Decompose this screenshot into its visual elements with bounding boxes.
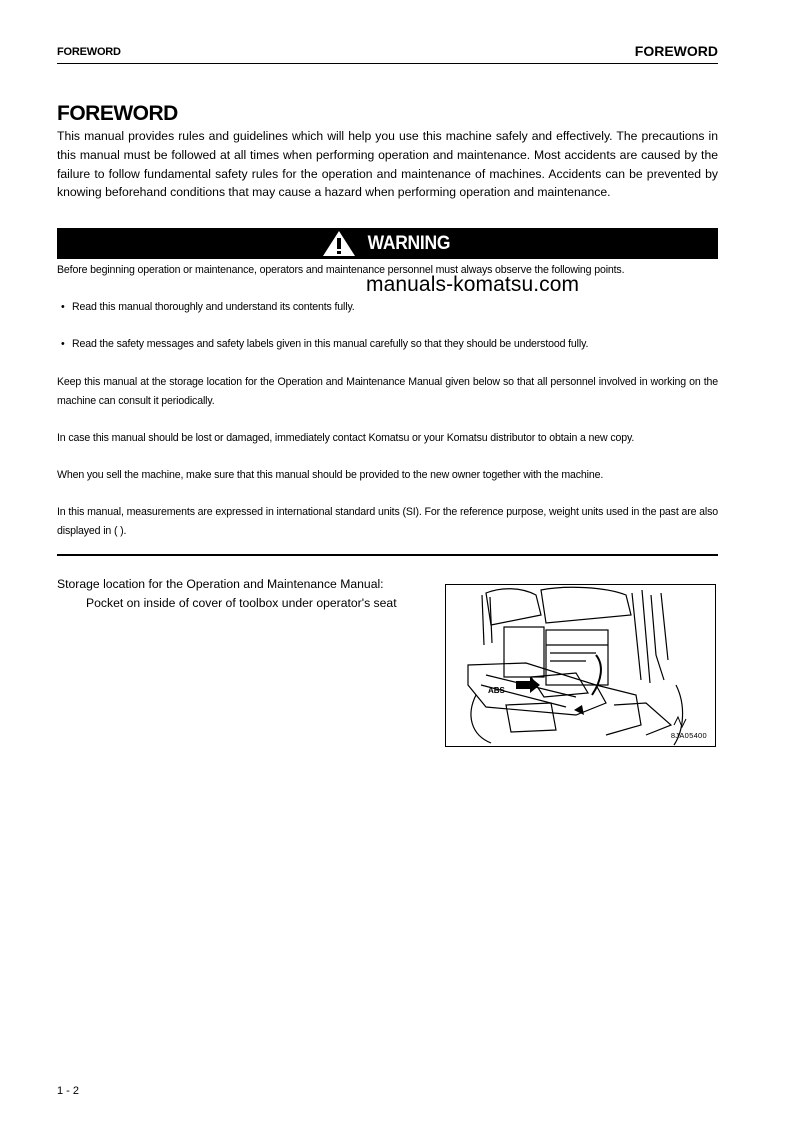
warning-label: WARNING (367, 232, 450, 254)
header-right-title: FOREWORD (634, 43, 718, 59)
bullet-text: Read this manual thoroughly and understand its contents fully. (72, 301, 355, 313)
keep-manual-paragraph: Keep this manual at the storage location for the Operation and Maintenance Manual given below so that all personnel involved in working on the machine can consult it periodically. (57, 376, 718, 407)
units-paragraph: In this manual, measurements are expressed in international standard units (SI). For the reference purpose, weight units used in the past are also displayed in ( ). (57, 506, 718, 537)
toolbox-drawing (446, 585, 716, 747)
storage-location-label: Storage location for the Operation and Maintenance Manual: (57, 577, 384, 591)
warning-triangle-icon (322, 230, 356, 257)
toolbox-illustration (445, 584, 716, 747)
intro-paragraph: This manual provides rules and guidelines which will help you use this machine safely and effectively. The precautions in this manual must be followed at all times when performing operation and maintenance. Most accidents are caused by the failure to follow fundamental safety rules for the operation and maintenance of machines. Accidents can be prevented by knowing beforehand conditions that may cause a hazard when performing operation and maintenance. (57, 129, 718, 200)
header-left-title: FOREWORD (57, 46, 121, 58)
section-divider (57, 554, 718, 556)
page-title: FOREWORD (57, 102, 178, 125)
watermark-text: manuals-komatsu.com (366, 273, 580, 296)
bullet-text: Read the safety messages and safety labels given in this manual carefully so that they should be understood fully. (72, 338, 589, 350)
storage-location-value: Pocket on inside of cover of toolbox under operator's seat (86, 596, 397, 610)
bullet-item-2 (61, 335, 588, 353)
warning-banner (57, 228, 718, 259)
bullet-dot-icon: • (61, 301, 65, 313)
warning-lead: Before beginning operation or maintenance, operators and maintenance personnel must always observe the following points. (57, 264, 625, 276)
svg-text:ABS: ABS (488, 686, 505, 695)
bullet-item-1 (61, 298, 355, 316)
header-rule (57, 63, 718, 64)
bullet-dot-icon: • (61, 338, 65, 350)
sell-machine-paragraph: When you sell the machine, make sure that this manual should be provided to the new owner together with the machine. (57, 469, 604, 481)
page-number: 1 - 2 (57, 1085, 80, 1097)
figure-code: 8JA05400 (670, 731, 707, 740)
lost-manual-paragraph: In case this manual should be lost or damaged, immediately contact Komatsu or your Komatsu distributor to obtain a new copy. (57, 432, 635, 444)
